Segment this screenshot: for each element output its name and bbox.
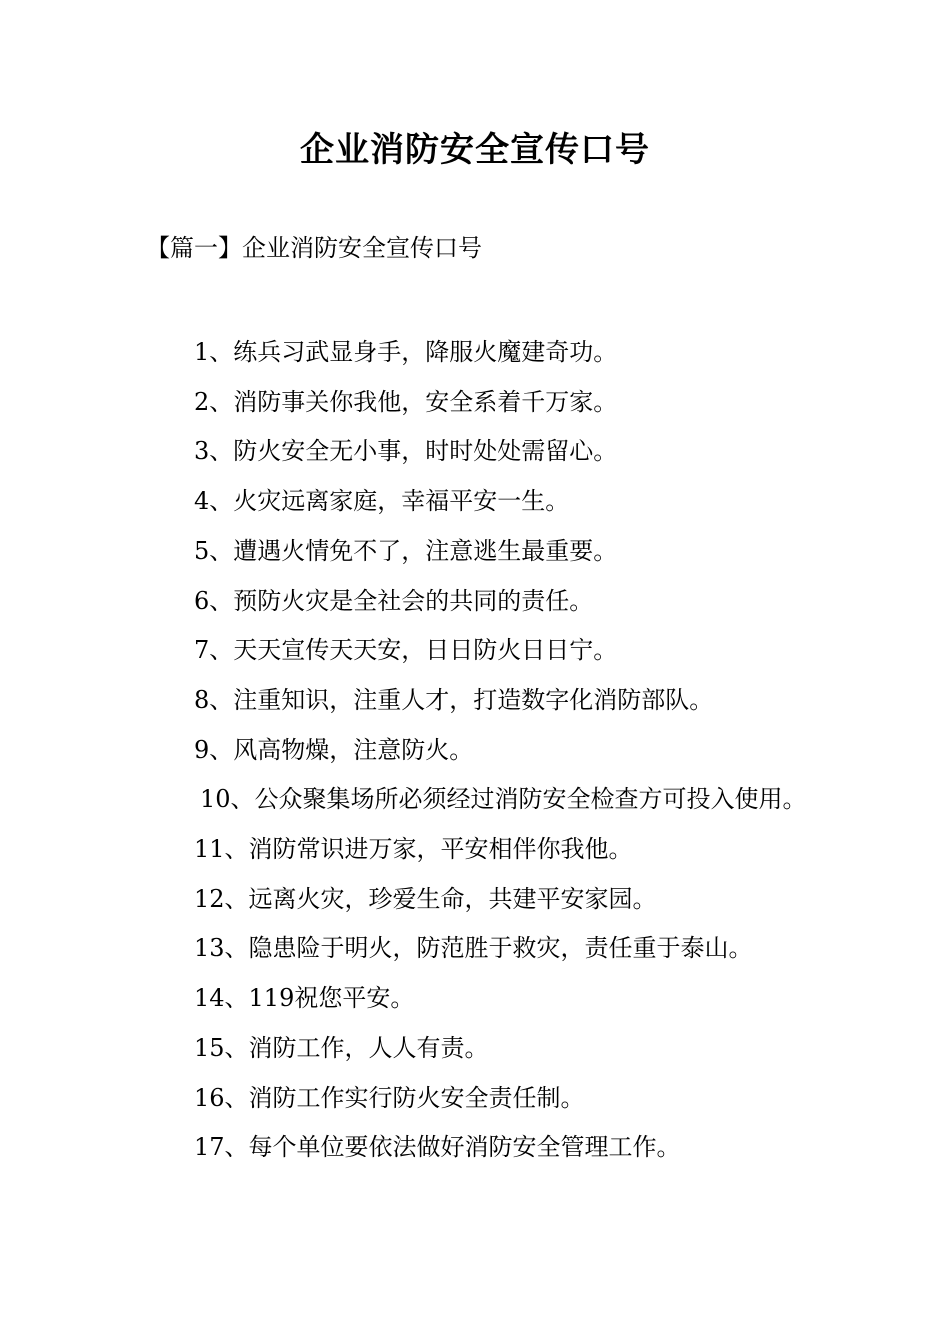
slogan-item: 3、防火安全无小事，时时处处需留心。 <box>194 437 618 466</box>
slogan-item: 15、消防工作，人人有责。 <box>194 1033 489 1062</box>
slogan-item: 8、注重知识，注重人才，打造数字化消防部队。 <box>194 685 714 714</box>
slogan-item: 7、天天宣传天天安，日日防火日日宁。 <box>194 636 618 665</box>
slogan-item: 11、消防常识进万家，平安相伴你我他。 <box>194 835 633 864</box>
slogan-item: 1、练兵习武显身手，降服火魔建奇功。 <box>194 338 618 366</box>
slogan-item: 14、119祝您平安。 <box>194 984 415 1013</box>
document-title: 企业消防安全宣传口号 <box>300 130 650 170</box>
slogan-item: 12、远离火灾，珍爱生命，共建平安家园。 <box>194 884 657 913</box>
slogan-item: 17、每个单位要依法做好消防安全管理工作。 <box>194 1133 681 1162</box>
slogan-item: 4、火灾远离家庭，幸福平安一生。 <box>194 487 570 516</box>
slogan-item: 13、隐患险于明火，防范胜于救灾，责任重于泰山。 <box>194 934 753 963</box>
slogan-item: 2、消防事关你我他，安全系着千万家。 <box>194 387 618 416</box>
slogan-item: 10、公众聚集场所必须经过消防安全检查方可投入使用。 <box>200 785 807 814</box>
slogan-list <box>146 328 812 1173</box>
slogan-item: 5、遭遇火情免不了，注意逃生最重要。 <box>194 536 618 565</box>
section-heading: 【篇一】企业消防安全宣传口号 <box>146 234 482 262</box>
slogan-item: 6、预防火灾是全社会的共同的责任。 <box>194 586 594 615</box>
slogan-item: 16、消防工作实行防火安全责任制。 <box>194 1083 585 1112</box>
slogan-item: 9、风高物燥，注意防火。 <box>194 735 474 764</box>
